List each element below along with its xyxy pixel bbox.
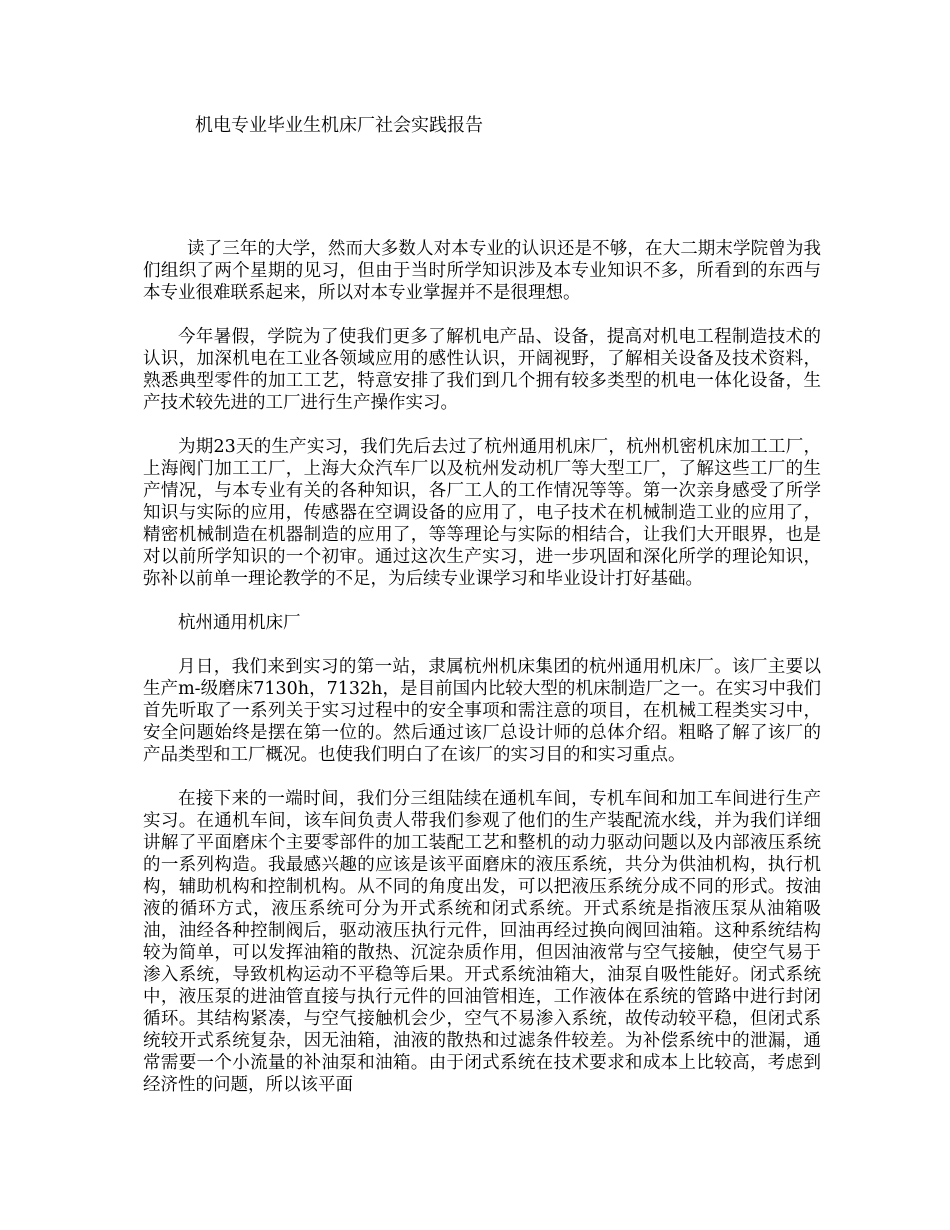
paragraph-workshop: 在接下来的一端时间，我们分三组陆续在通机车间，专机车间和加工车间进行生产实习。在通机车间，该车间负责人带我们参观了他们的生产装配流水线，并为我们详细讲解了平面磨床个主要零部件的加工装配工艺和整机的动力驱动问题以及内部液压系统的一系列构造。我最感兴趣的应该是该平面磨床的液压系统，共分为供油机构，执行机构，辅助机构和控制机构。从不同的角度出发，可以把液压系统分成不同的形式。按油液的循环方式，液压系统可分为开式系统和闭式系统。开式系统是指液压泵从油箱吸油，油经各种控制阀后，驱动液压执行元件，回油再经过换向阀回油箱。这种系统结构较为简单，可以发挥油箱的散热、沉淀杂质作用，但因油液常与空气接触，使空气易于渗入系统，导致机构运动不平稳等后果。开式系统油箱大，油泵自吸性能好。闭式系统中，液压泵的进油管直接与执行元件的回油管相连，工作液体在系统的管路中进行封闭循环。其结构紧凑，与空气接触机会少，空气不易渗入系统，故传动较平稳，但闭式系统较开式系统复杂，因无油箱，油液的散热和过滤条件较差。为补偿系统中的泄漏，通常需要一个小流量的补油泵和油箱。由于闭式系统在技术要求和成本上比较高，考虑到经济性的问题，所以该平面: [143, 789, 821, 1095]
paragraph-intro: 读了三年的大学，然而大多数人对本专业的认识还是不够，在大二期末学院曾为我们组织了两个星期的见习，但由于当时所学知识涉及本专业知识不多，所看到的东西与本专业很难联系起来，所以对本专业掌握并不是很理想。: [143, 239, 821, 303]
paragraph-first-stop: 月日，我们来到实习的第一站，隶属杭州机床集团的杭州通用机床厂。该厂主要以生产m-级磨床7130h，7132h，是目前国内比较大型的机床制造厂之一。在实习中我们首先听取了一系列关于实习过程中的安全事项和需注意的项目，在机械工程类实习中，安全问题始终是摆在第一位的。然后通过该厂总设计师的总体介绍。粗略了解了该厂的产品类型和工厂概况。也使我们明白了在该厂的实习目的和实习重点。: [143, 657, 821, 765]
paragraph-purpose: 今年暑假，学院为了使我们更多了解机电产品、设备，提高对机电工程制造技术的认识，加深机电在工业各领域应用的感性认识，开阔视野，了解相关设备及技术资料，熟悉典型零件的加工工艺，特意安排了我们到几个拥有较多类型的机电一体化设备，生产技术较先进的工厂进行生产操作实习。: [143, 327, 821, 413]
section-heading: 杭州通用机床厂: [178, 613, 301, 633]
paragraph-overview: 为期23天的生产实习，我们先后去过了杭州通用机床厂，杭州机密机床加工工厂，上海阀门加工工厂，上海大众汽车厂以及杭州发动机厂等大型工厂，了解这些工厂的生产情况，与本专业有关的各种知识，各厂工人的工作情况等等。第一次亲身感受了所学知识与实际的应用，传感器在空调设备的应用了，电子技术在机械制造工业的应用了，精密机械制造在机器制造的应用了，等等理论与实际的相结合，让我们大开眼界，也是对以前所学知识的一个初审。通过这次生产实习，进一步巩固和深化所学的理论知识，弥补以前单一理论教学的不足，为后续专业课学习和毕业设计打好基础。: [143, 437, 821, 589]
document-body: [143, 238, 821, 1118]
document-title: 机电专业毕业生机床厂社会实践报告: [195, 115, 483, 136]
